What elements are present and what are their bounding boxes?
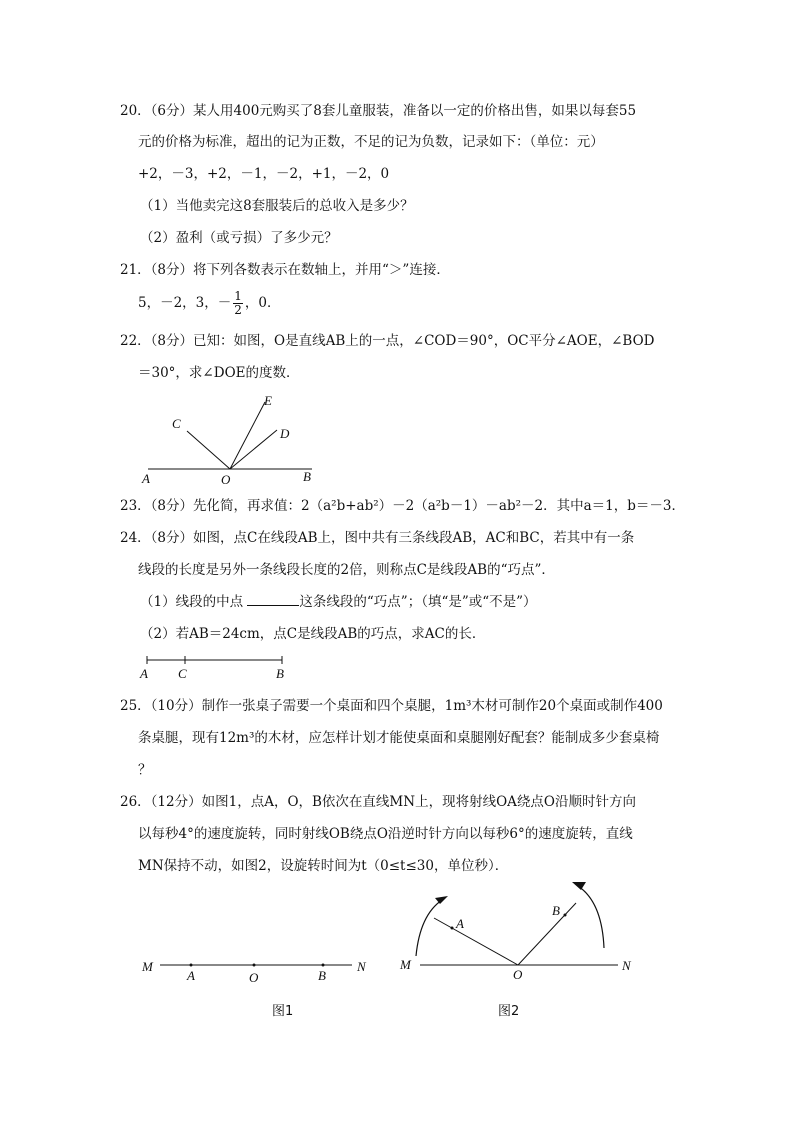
- q26-line1: 26．（12分）如图1，点A，O，B依次在直线MN上，现将射线OA绕点O沿顺时针方向: [120, 794, 636, 810]
- fig1-point-a: [190, 964, 193, 967]
- q24-figure: [138, 652, 298, 682]
- fig2-label-o: O: [513, 967, 523, 982]
- q22-label-b: B: [303, 469, 311, 484]
- q24-sub1: [140, 593, 537, 611]
- q24-answer-blank[interactable]: [247, 593, 299, 606]
- q21-frac-num: 1: [234, 289, 242, 303]
- q21-nums-pre: 5，－2，3，－: [138, 295, 232, 311]
- q24-sub1-pre: （1）线段的中点: [140, 594, 244, 610]
- fig2-arc-clockwise: [416, 900, 442, 956]
- q20-sub2: （2）盈利（或亏损）了多少元？: [140, 230, 338, 246]
- fig2-arc-counterclockwise: [578, 886, 604, 948]
- fig2-ray-ob: [518, 903, 576, 965]
- q24-sub1-post: 这条线段的“巧点”；（填“是”或“不是”）: [299, 594, 537, 610]
- fig2-arrowhead-right: [572, 882, 586, 890]
- fig2-arrowhead-left: [435, 896, 448, 904]
- q22-label-o: O: [221, 472, 231, 487]
- q25-line1: 25．（10分）制作一张桌子需要一个桌面和四个桌腿，1m³木材可制作20个桌面或制作400: [120, 698, 663, 714]
- q24-label-c: C: [178, 666, 187, 681]
- q22-ray-oc: [187, 431, 230, 469]
- q26-line3: MN保持不动，如图2，设旋转时间为t（0≤t≤30，单位秒）．: [138, 858, 509, 874]
- q24-line2: 线段的长度是另外一条线段长度的2倍，则称点C是线段AB的“巧点”．: [138, 562, 555, 578]
- q20-line1: 20．（6分）某人用400元购买了8套儿童服装，准备以一定的价格出售，如果以每套55: [120, 103, 637, 119]
- fig1-point-o: [253, 964, 256, 967]
- q23-line1: 23．（8分）先化简，再求值：2（a²b+ab²）－2（a²b－1）－ab²－2．其中a＝1，b＝－3．: [120, 498, 685, 514]
- fig1-label-m: M: [142, 959, 153, 974]
- q22-label-e: E: [264, 393, 272, 408]
- fig1-point-b: [322, 964, 325, 967]
- fig1-caption: 图1: [272, 1004, 294, 1019]
- fig2-ray-oa: [434, 918, 518, 965]
- q22-label-c: C: [172, 416, 181, 431]
- fig1-label-b: B: [318, 968, 326, 983]
- fig1-label-a: A: [187, 968, 195, 983]
- q25-line3: ？: [138, 762, 152, 778]
- q26-figure2: [390, 870, 650, 1030]
- fig2-label-n: N: [622, 958, 631, 973]
- q22-ray-od: [230, 430, 277, 469]
- q26-figure1: [138, 950, 378, 1030]
- q20-sub1: （1）当他卖完这8套服装后的总收入是多少？: [140, 198, 414, 214]
- q21-frac-den: 2: [234, 303, 242, 317]
- fig2-caption: 图2: [498, 1004, 520, 1019]
- q22-ray-oe: [230, 402, 265, 469]
- q22-line1: 22．（8分）已知：如图，O是直线AB上的一点，∠COD＝90°，OC平分∠AOE，∠BOD: [120, 333, 655, 349]
- q25-line2: 条桌腿，现有12m³的木材，应怎样计划才能使桌面和桌腿刚好配套？能制成多少套桌椅: [138, 730, 660, 746]
- q20-records: +2，－3，+2，－1，－2，+1，－2，0: [138, 166, 390, 182]
- q24-label-a: A: [140, 666, 148, 681]
- fig2-label-a: A: [456, 916, 464, 931]
- q21-numbers: [138, 290, 281, 317]
- fig2-label-m: M: [400, 957, 411, 972]
- fig1-label-n: N: [357, 959, 366, 974]
- q22-label-d: D: [280, 426, 290, 441]
- q26-line2: 以每秒4°的速度旋转，同时射线OB绕点O沿逆时针方向以每秒6°的速度旋转，直线: [138, 826, 633, 842]
- q24-label-b: B: [276, 666, 284, 681]
- q24-line1: 24．（8分）如图，点C在线段AB上，图中共有三条线段AB，AC和BC，若其中有一条: [120, 530, 635, 546]
- fig1-label-o: O: [249, 970, 259, 985]
- fig2-label-b: B: [552, 903, 560, 918]
- q21-line1: 21．（8分）将下列各数表示在数轴上，并用“＞”连接．: [120, 262, 450, 278]
- q24-sub2: （2）若AB＝24cm，点C是线段AB的巧点，求AC的长．: [140, 626, 486, 642]
- fig2-point-a: [451, 927, 454, 930]
- q22-label-a: A: [142, 471, 150, 486]
- q22-line2: ＝30°，求∠DOE的度数．: [138, 365, 300, 381]
- q21-nums-post: ，0．: [244, 295, 281, 311]
- q20-line2: 元的价格为标准，超出的记为正数，不足的记为负数，记录如下：（单位：元）: [138, 134, 604, 150]
- q21-fraction: [233, 290, 243, 317]
- q22-figure: [130, 388, 330, 488]
- fig2-point-b: [564, 914, 567, 917]
